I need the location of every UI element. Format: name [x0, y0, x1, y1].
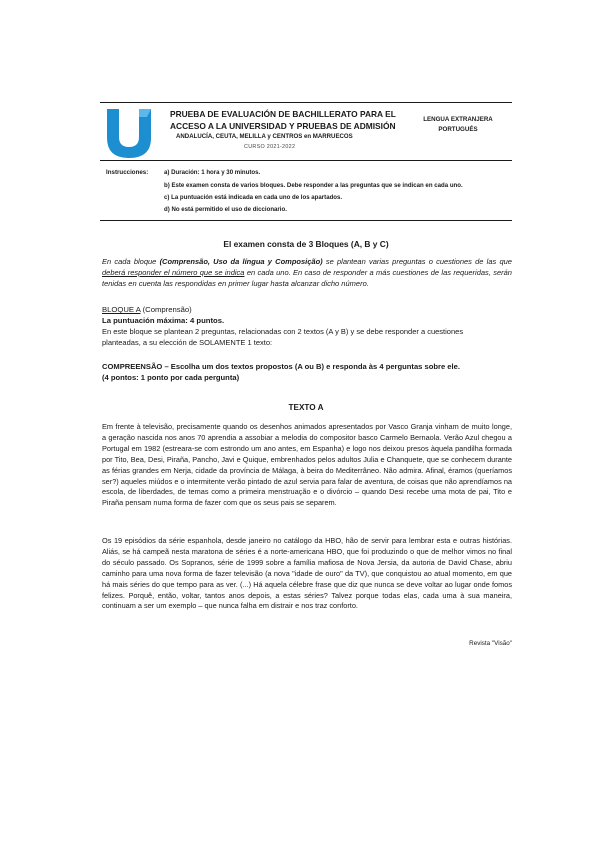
intro-blocks: (Comprensão, Uso da língua y Composição): [159, 257, 323, 266]
block-a-instruction: COMPREENSÃO – Escolha um dos textos propostos (A ou B) e responda às 4 perguntas sobre ele.: [102, 362, 460, 371]
block-a-suffix: (Comprensão): [142, 305, 192, 314]
header-bottom-rule: [100, 220, 512, 221]
intro-text-1: En cada bloque: [102, 257, 157, 266]
block-a-score: La puntuación máxima: 4 puntos.: [102, 316, 225, 325]
subject-line-1: LENGUA EXTRANJERA: [423, 116, 493, 123]
subject-block: [418, 115, 498, 135]
block-a-description: planteadas, a su elección de SOLAMENTE 1 texto:: [102, 338, 273, 347]
intro-emphasis: deberá responder el número que se indica: [102, 267, 245, 277]
block-a-label: BLOQUE A: [102, 305, 141, 314]
exam-title: PRUEBA DE EVALUACIÓN DE BACHILLERATO PARA EL ACCESO A LA UNIVERSIDAD Y PRUEBAS DE ADMISIÓN: [170, 109, 396, 131]
exam-structure-heading: El examen consta de 3 Bloques (A, B y C): [223, 239, 389, 249]
exam-subtitle: ANDALUCÍA, CEUTA, MELILLA y CENTROS en MARRUECOS: [176, 133, 353, 140]
intro-paragraph: [102, 257, 512, 289]
block-a-title: [102, 305, 192, 314]
header-top-rule: [100, 102, 512, 103]
intro-text-2: se plantean varias preguntas o cuestiones de las que: [325, 257, 512, 266]
course-year: CURSO 2021-2022: [244, 144, 296, 150]
intro-text-3: en cada uno. En caso de responder a más cuestiones de las requeridas, serán tenidas en cuenta las respondidas en primer lugar hasta alcanzar dicho número.: [102, 267, 512, 288]
instructions-label: Instrucciones:: [106, 169, 149, 176]
text-a-heading: TEXTO A: [288, 403, 324, 412]
text-a-source: Revista "Visão": [469, 640, 512, 647]
subject-line-2: PORTUGUÉS: [438, 126, 478, 133]
instruction-item: a) Duración: 1 hora y 30 minutos.: [164, 169, 261, 176]
header-middle-rule: [100, 160, 512, 161]
instruction-item: b) Este examen consta de varios bloques. Debe responder a las preguntas que se indican en cada uno.: [164, 182, 463, 189]
university-logo: [103, 107, 159, 159]
text-a-paragraph-2: Os 19 episódios da série espanhola, desde janeiro no catálogo da HBO, hão de servir para lembrar esta e outras histórias. Aliás, se há campeã nesta maratona de séries é a norte-americana HBO, que foi produzindo o que de melhor vimos no final do século passado. Os Sopranos, série de 1999 sobre a família mafiosa de Nova Jersia, da autoria de David Chase, abriu caminho para uma nova forma de fazer televisão (a nova "idade de ouro" da TV), que conquistou ao atual momento, em que há mais séries do que tempo para as ver. (...) Há aquela célebre frase que diz que nunca se deve voltar ao lugar onde fomos felizes. Porquê, então, voltar, tantos anos depois, a estas séries? Talvez porque todas elas, cada uma à sua maneira, continuam a ser um exemplo – que nunca falha em distrair e nos traz conforto.: [102, 536, 512, 611]
block-a-points: (4 pontos: 1 ponto por cada pergunta): [102, 373, 240, 382]
text-a-paragraph-1: Em frente à televisão, precisamente quando os desenhos animados apresentados por Vasco Granja vinham de muito longe, a geração nascida nos anos 70 aprendia a assobiar a melodia do compositor basco Carmelo Bernaola. Verão Azul chegou a Portugal em 1982 (estreara-se com estrondo um ano antes, em Espanha) e logo nos deixou presos àquela pandilha formada por Tito, Bea, Desi, Piraña, Pancho, Javi e Quique, embrenhados pelos adultos Julia e Chanquete, que se conhecem durante as férias grandes em Nerja, cidade da província de Málaga, à beira do Mediterrâneo. Não admira. Afinal, éramos (queríamos ser?) aqueles miúdos e o intermitente verão pintado de azul servia para falar de aventura, de coisas que não aprendíamos na escola, de liberdades, de temas como a primeira menstruação e o divórcio – quando Desi recebe uma mota de pai, Tito e Piraña pensam numa forma de fazer com que os seus pais se separem.: [102, 422, 512, 508]
instruction-item: c) La puntuación está indicada en cada uno de los apartados.: [164, 194, 343, 201]
block-a-description: En este bloque se plantean 2 preguntas, relacionadas con 2 textos (A y B) y se debe responder a cuestiones: [102, 327, 464, 336]
instruction-item: d) No está permitido el uso de diccionario.: [164, 206, 287, 213]
